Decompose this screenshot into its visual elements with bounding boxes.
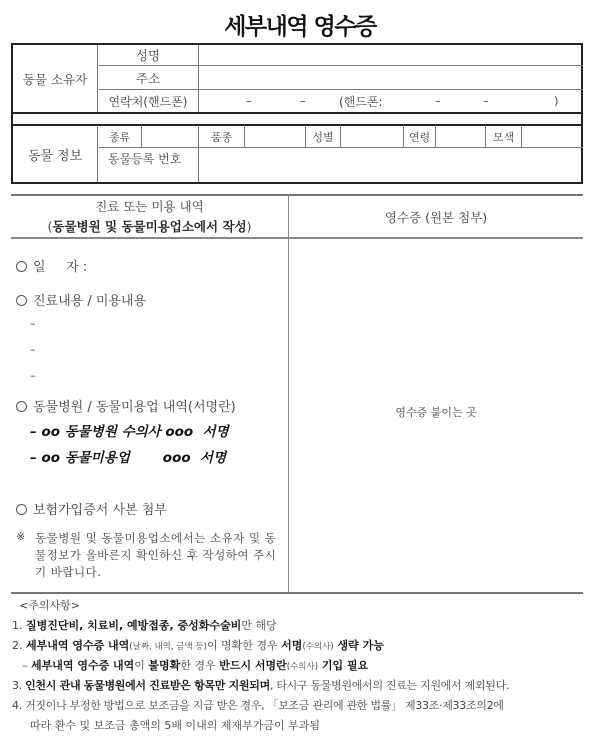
treatment-item-2[interactable]: – (30, 343, 36, 356)
document-title: 세부내역 영수증 (224, 14, 376, 40)
provider-heading: 동물병원 / 동물미용업 내역(서명란) (16, 396, 236, 415)
caution-item-1: 1. 질병진단비, 치료비, 예방접종, 중성화수술비만 해당 (12, 619, 277, 632)
age-label: 연령 (408, 130, 431, 144)
mobile-dash: – (483, 94, 489, 108)
phone-dash: – (246, 94, 252, 108)
date-field[interactable] (16, 256, 87, 275)
note-text: 동물병원 및 동물미용업소에서는 소유자 및 동물정보가 올바른지 확인하신 후 작성하여 주시기 바랍니다. (35, 531, 277, 579)
treatment-header (11, 196, 288, 237)
name-label: 성명 (135, 48, 161, 63)
circle-bullet-icon (16, 261, 27, 272)
mobile-dash: – (435, 94, 441, 108)
circle-bullet-icon (16, 295, 27, 306)
contact-label: 연락처(핸드폰) (108, 94, 188, 109)
circle-bullet-icon (16, 401, 27, 412)
address-label: 주소 (135, 70, 161, 86)
animal-section-label: 동물 정보 (27, 148, 83, 164)
reference-mark-icon: ※ (16, 530, 26, 543)
mobile-prefix: (핸드폰: (339, 94, 383, 109)
name-field[interactable] (199, 45, 583, 65)
color-field[interactable] (522, 126, 583, 147)
column-divider (288, 195, 289, 593)
groomer-signature-line[interactable]: – oo 동물미용업 ooo 서명 (30, 450, 227, 466)
contact-field[interactable] (199, 90, 583, 112)
caution-item-2-sub: – 세부내역 영수증 내역이 불명확한 경우 반드시 서명란(수의사) 기입 필요 (22, 659, 369, 672)
date-label: 일 자 : (33, 260, 88, 275)
mobile-suffix: ) (554, 94, 559, 108)
treatment-item-3[interactable]: – (30, 369, 36, 382)
caution-item-3: 3. 인천시 관내 동물병원에서 진료받은 항목만 지원되며, 타시구 동물병원에서의 진료는 지원에서 제외된다. (12, 679, 510, 692)
treatment-content-heading: 진료내용 / 미용내용 (16, 290, 146, 309)
section-bottom-border (11, 592, 583, 594)
owner-section-label: 동물 소유자 (22, 71, 88, 87)
color-label: 모색 (492, 130, 515, 144)
section-divider (13, 112, 583, 114)
treatment-header-line1: 진료 또는 미용 내역 (95, 198, 204, 214)
registration-number-field[interactable] (199, 148, 583, 182)
caution-item-4-cont: 따라 환수 및 보조금 총액의 5배 이내의 제재부가금이 부과됨 (30, 719, 320, 732)
insurance-heading: 보험가입증서 사본 첨부 (16, 499, 167, 518)
caution-item-2: 2. 세부내역 영수증 내역(날짜, 내역, 금액 등)이 명확한 경우 서명(수의사) 생략 가능 (12, 639, 384, 652)
breed-label: 품종 (210, 130, 233, 144)
receipt-paste-area[interactable]: 영수증 붙이는 곳 (395, 406, 477, 419)
owner-animal-info-table (11, 43, 583, 184)
caution-item-4: 4. 거짓이나 부정한 방법으로 보조금을 지급 받은 경우, 「보조금 관리에 관한 법률」 제33조·제33조의2에 (12, 699, 504, 712)
breed-field[interactable] (245, 126, 305, 147)
species-label: 종류 (108, 130, 131, 144)
vet-signature-line[interactable]: – oo 동물병원 수의사 ooo 서명 (30, 424, 229, 440)
phone-dash: – (300, 94, 306, 108)
age-field[interactable] (436, 126, 485, 147)
registration-number-label: 동물등록 번호 (108, 151, 182, 166)
cautions-title: <주의사항> (19, 599, 80, 612)
treatment-item-1[interactable]: – (30, 317, 36, 330)
address-field[interactable] (199, 66, 583, 89)
sex-field[interactable] (341, 126, 403, 147)
circle-bullet-icon (16, 504, 27, 515)
header-bottom-border (11, 237, 583, 239)
species-field[interactable] (142, 126, 198, 147)
sex-label: 성별 (312, 130, 334, 144)
receipt-header: 영수증 (원본 첨부) (384, 209, 488, 225)
treatment-header-line2: (동물병원 및 동물미용업소에서 작성) (47, 218, 252, 234)
